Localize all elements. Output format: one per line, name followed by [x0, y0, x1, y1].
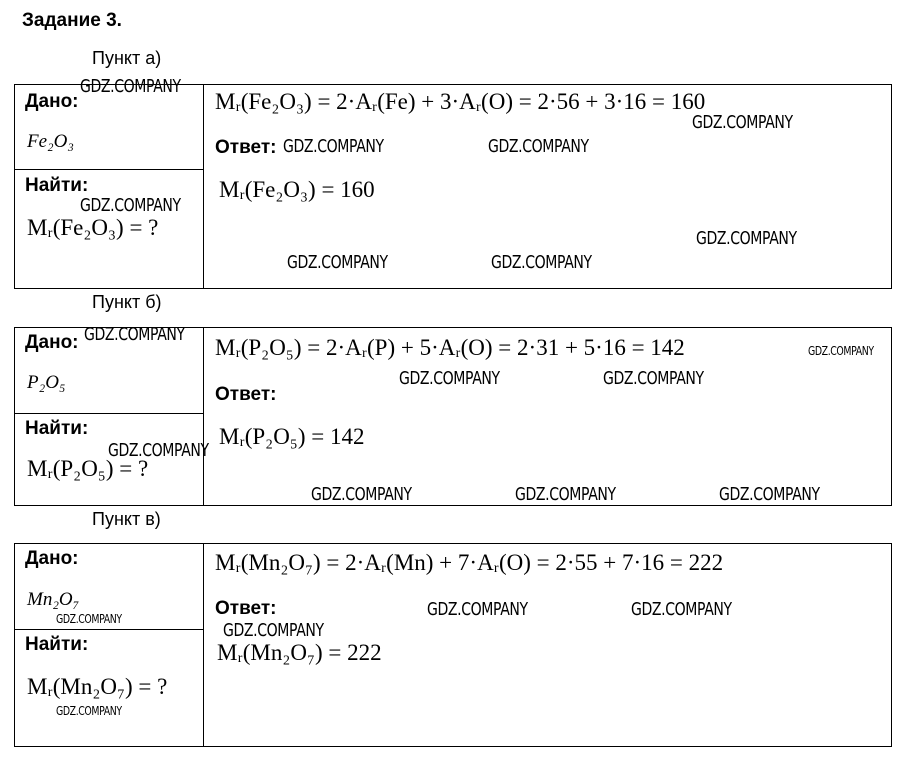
answer-expression: Mᵣ(Fe₂O₃) = 160	[219, 177, 375, 202]
watermark: GDZ.COMPANY	[603, 368, 704, 389]
part-c-heading: Пункт в)	[92, 509, 161, 529]
solution-equation: Mᵣ(P₂O₅) = 2·Aᵣ(P) + 5·Aᵣ(O) = 2·31 + 5·16 = 142	[215, 335, 685, 360]
watermark: GDZ.COMPANY	[311, 484, 412, 505]
find-expression: Mᵣ(Mn₂O₇) = ?	[27, 674, 168, 699]
given-label: Дано:	[25, 91, 79, 112]
task-title: Задание 3.	[22, 10, 122, 31]
watermark: GDZ.COMPANY	[84, 324, 185, 345]
watermark: GDZ.COMPANY	[719, 484, 820, 505]
watermark: GDZ.COMPANY	[488, 136, 589, 157]
given-label: Дано:	[25, 332, 79, 353]
watermark: GDZ.COMPANY	[692, 112, 793, 133]
find-label: Найти:	[25, 418, 89, 439]
find-expression: Mᵣ(P₂O₅) = ?	[27, 456, 149, 481]
watermark: GDZ.COMPANY	[80, 76, 181, 97]
watermark: GDZ.COMPANY	[108, 440, 209, 461]
answer-expression: Mᵣ(P₂O₅) = 142	[219, 424, 365, 449]
answer-label: Ответ:	[215, 598, 277, 619]
solution-equation: Mᵣ(Mn₂O₇) = 2·Aᵣ(Mn) + 7·Aᵣ(O) = 2·55 + 7·16 = 222	[215, 550, 724, 575]
watermark: GDZ.COMPANY	[515, 484, 616, 505]
watermark: GDZ.COMPANY	[80, 195, 181, 216]
answer-expression: Mᵣ(Mn₂O₇) = 222	[217, 640, 382, 665]
part-a-heading: Пункт а)	[92, 48, 162, 68]
watermark: GDZ.COMPANY	[399, 368, 500, 389]
given-formula: P₂O₅	[27, 372, 66, 393]
given-formula: Mn₂O₇	[27, 589, 80, 610]
watermark: GDZ.COMPANY	[56, 704, 122, 718]
solution-equation: Mᵣ(Fe₂O₃) = 2·Aᵣ(Fe) + 3·Aᵣ(O) = 2·56 + 3·16 = 160	[215, 89, 706, 114]
part-b-table	[14, 327, 892, 506]
find-expression: Mᵣ(Fe₂O₃) = ?	[27, 215, 159, 240]
watermark: GDZ.COMPANY	[696, 228, 797, 249]
find-label: Найти:	[25, 175, 89, 196]
watermark: GDZ.COMPANY	[283, 136, 384, 157]
given-formula: Fe₂O₃	[27, 131, 74, 152]
watermark: GDZ.COMPANY	[287, 252, 388, 273]
find-label: Найти:	[25, 634, 89, 655]
given-label: Дано:	[25, 548, 79, 569]
part-c-table	[14, 543, 892, 747]
watermark: GDZ.COMPANY	[427, 599, 528, 620]
answer-label: Ответ:	[215, 137, 277, 158]
watermark: GDZ.COMPANY	[56, 612, 122, 626]
watermark: GDZ.COMPANY	[491, 252, 592, 273]
watermark: GDZ.COMPANY	[808, 344, 874, 358]
part-b-heading: Пункт б)	[92, 292, 162, 312]
watermark: GDZ.COMPANY	[631, 599, 732, 620]
answer-label: Ответ:	[215, 384, 277, 405]
watermark: GDZ.COMPANY	[223, 620, 324, 641]
